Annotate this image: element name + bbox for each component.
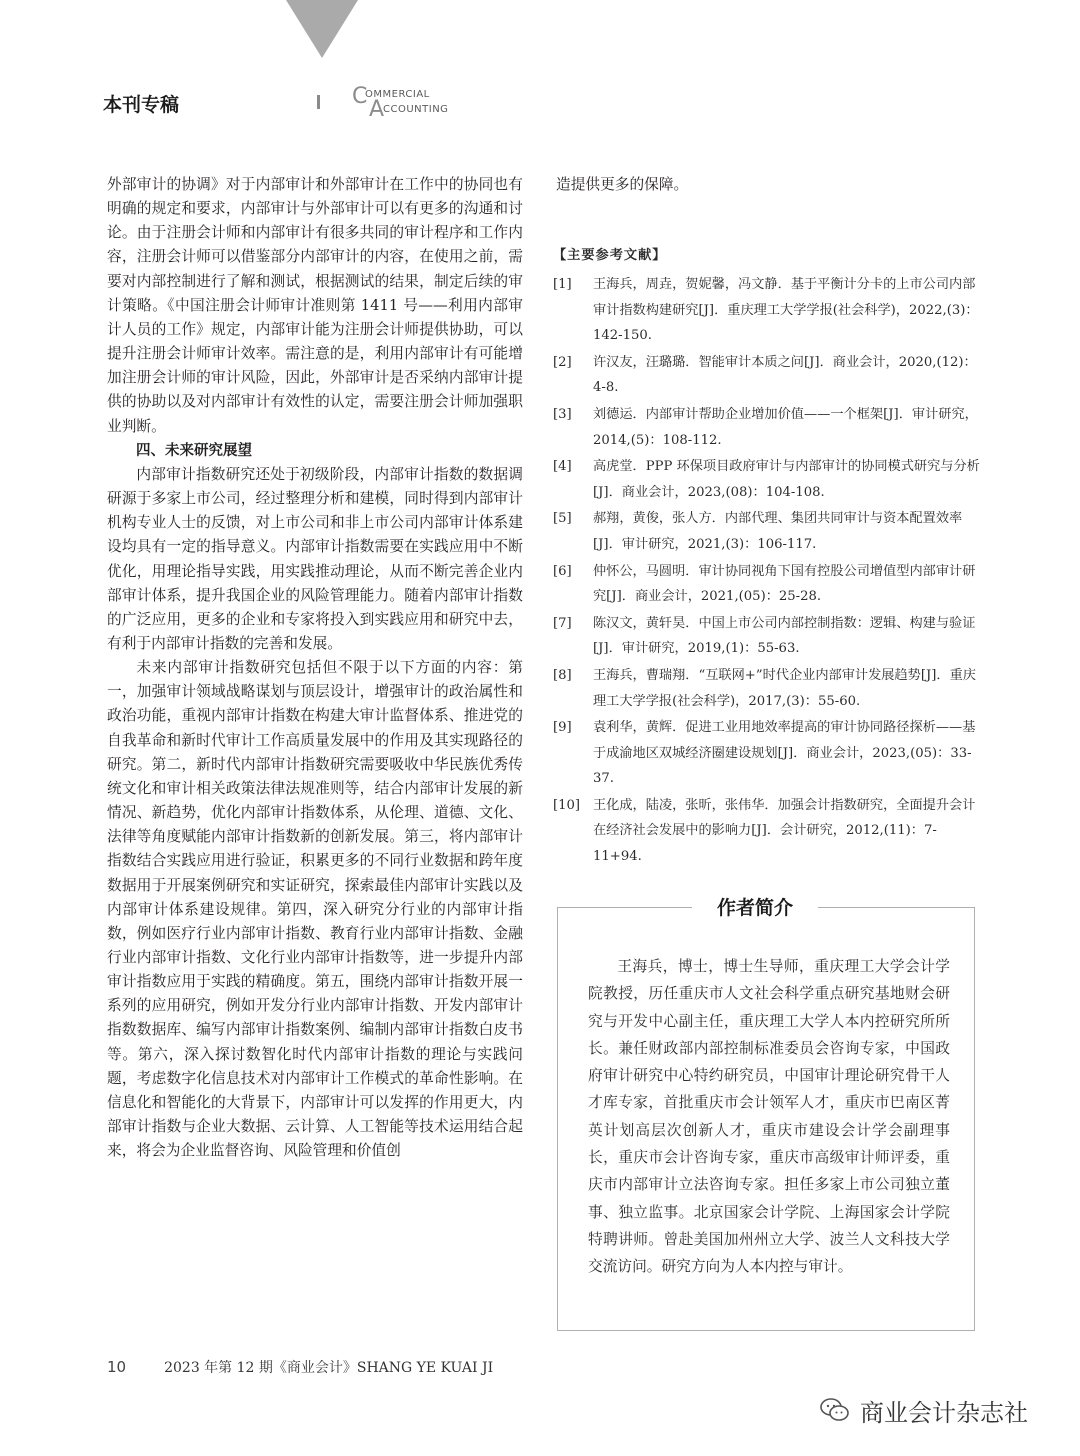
watermark-text: 商业会计杂志社	[860, 1398, 1028, 1427]
reference-item	[553, 559, 981, 610]
reference-item	[553, 611, 981, 662]
reference-text: 仲怀公，马圆明．审计协同视角下国有控股公司增值型内部审计研究[J]．商业会计，2021,(05)：25-28.	[593, 563, 976, 605]
reference-number: [5]	[553, 511, 572, 527]
reference-item	[553, 793, 981, 870]
references-section	[553, 244, 981, 871]
author-bio-title: 作者简介	[716, 897, 793, 919]
reference-text: 王海兵，曹瑞翔．“互联网+”时代企业内部审计发展趋势[J]．重庆理工大学学报(社会科学)，2017,(3)：55-60.	[593, 667, 976, 709]
reference-number: [9]	[553, 720, 572, 736]
paragraph-continuation: 造提供更多的保障。	[556, 176, 689, 193]
reference-text: 王海兵，周垚，贺妮馨，冯文静．基于平衡计分卡的上市公司内部审计指数构建研究[J]．重庆理工大学学报(社会科学)，2022,(3)：142-150.	[593, 277, 979, 344]
logo-initial-a: A	[369, 97, 385, 122]
page-footer	[107, 1357, 493, 1377]
reference-number: [8]	[553, 667, 572, 683]
reference-number: [6]	[553, 563, 572, 579]
reference-number: [3]	[553, 406, 572, 422]
page-number: 10	[107, 1358, 127, 1376]
reference-item	[553, 715, 981, 792]
wechat-watermark	[820, 1390, 1028, 1430]
header-divider	[317, 95, 320, 109]
logo-initial-c: C	[352, 84, 368, 109]
reference-text: 陈汉文，黄轩昊．中国上市公司内部控制指数：逻辑、构建与验证[J]．审计研究，2019,(1)：55-63.	[593, 615, 976, 657]
author-bio-paragraph: 王海兵，博士，博士生导师，重庆理工大学会计学院教授，历任重庆市人文社会科学重点研究基地财会研究与开发中心副主任，重庆理工大学人本内控研究所所长。兼任财政部内部控制标准委员会咨询专家，中国政府审计研究中心特约研究员，中国审计理论研究骨干人才库专家，首批重庆市会计领军人才，重庆市巴南区菁英计划高层次创新人才，重庆市建设会计学会副理事长，重庆市会计咨询专家，重庆市高级审计师评委，重庆市内部审计立法咨询专家。担任多家上市公司独立董事、独立监事。北京国家会计学院、上海国家会计学院特聘讲师。曾赴美国加州州立大学、波兰人文科技大学交流访问。研究方向为人本内控与审计。	[588, 958, 950, 1276]
logo-word-accounting: CCOUNTING	[383, 104, 449, 115]
reference-text: 许汉友，汪璐璐．智能审计本质之问[J]．商业会计，2020,(12)：4-8.	[593, 354, 977, 396]
reference-number: [1]	[553, 277, 572, 292]
paragraph: 未来内部审计指数研究包括但不限于以下方面的内容：第一，加强审计领域战略谋划与顶层设计，增强审计的政治属性和政治功能，重视内部审计指数在构建大审计监督体系、推进党的自我革命和新时代审计工作高质量发展中的作用及其实现路径的研究。第二，新时代内部审计指数研究需要吸收中华民族优秀传统文化和审计相关政策法律法规准则等，结合内部审计发展的新情况、新趋势，优化内部审计指数体系，从伦理、道德、文化、法律等角度赋能内部审计指数新的创新发展。第三，将内部审计指数结合实践应用进行验证，积累更多的不同行业数据和跨年度数据用于开展案例研究和实证研究，探索最佳内部审计实践以及内部审计体系建设规律。第四，深入研究分行业的内部审计指数，例如医疗行业内部审计指数、教育行业内部审计指数、金融行业内部审计指数、文化行业内部审计指数等，进一步提升内部审计指数应用于实践的精确度。第五，围绕内部审计指数开展一系列的应用研究，例如开发分行业内部审计指数、开发内部审计指数数据库、编写内部审计指数案例、编制内部审计指数白皮书等。第六，深入探讨数智化时代内部审计指数的理论与实践问题，考虑数字化信息技术对内部审计工作模式的革命性影响。在信息化和智能化的大背景下，内部审计可以发挥的作用更大，内部审计指数与企业大数据、云计算、人工智能等技术运用结合起来，将会为企业监督咨询、风险管理和价值创	[107, 659, 523, 1160]
reference-text: 王化成，陆凌，张昕，张伟华．加强会计指数研究，全面提升会计在经济社会发展中的影响力[J]．会计研究，2012,(11)：7-11+94.	[593, 797, 976, 865]
reference-item	[553, 663, 981, 714]
reference-item	[553, 506, 981, 557]
section-label: 本刊专稿	[103, 94, 180, 116]
reference-item	[553, 454, 981, 505]
logo-word-commercial: OMMERCIAL	[365, 89, 430, 100]
reference-number: [10]	[553, 797, 581, 813]
reference-item	[553, 350, 981, 401]
references-title: 【主要参考文献】	[553, 248, 667, 263]
reference-number: [2]	[553, 354, 572, 370]
wechat-icon	[820, 1397, 850, 1423]
reference-number: [7]	[553, 615, 572, 631]
header-triangle-decoration	[286, 0, 358, 58]
reference-item	[553, 402, 981, 453]
reference-text: 刘德运．内部审计帮助企业增加价值——一个框架[J]．审计研究，2014,(5)：108-112.	[593, 406, 978, 448]
reference-text: 袁利华，黄辉．促进工业用地效率提高的审计协同路径探析——基于成渝地区双城经济圈建设规划[J]．商业会计，2023,(05)：33-37.	[593, 720, 976, 787]
author-bio-title-panel	[692, 890, 818, 926]
paragraph: 内部审计指数研究还处于初级阶段，内部审计指数的数据调研源于多家上市公司，经过整理分析和建模，同时得到内部审计机构专业人士的反馈，对上市公司和非上市公司内部审计体系建设均具有一定的指导意义。内部审计指数需要在实践应用中不断优化，用理论指导实践，用实践推动理论，从而不断完善企业内部审计体系，提升我国企业的风险管理能力。随着内部审计指数的广泛应用，更多的企业和专家将投入到实践应用和研究中去，有利于内部审计指数的完善和发展。	[107, 465, 523, 652]
section-heading: 四、未来研究展望	[136, 442, 252, 459]
issue-info: 2023 年第 12 期《商业会计》SHANG YE KUAI JI	[164, 1360, 494, 1376]
left-column	[107, 173, 523, 1163]
reference-text: 高虎堂．PPP 环保项目政府审计与内部审计的协同模式研究与分析[J]．商业会计，2023,(08)：104-108.	[593, 459, 980, 500]
paragraph-continued: 外部审计的协调》对于内部审计和外部审计在工作中的协同也有明确的规定和要求，内部审计与外部审计可以有更多的沟通和讨论。由于注册会计师和内部审计有很多共同的审计程序和工作内容，注册会计师可以借鉴部分内部审计的内容，在使用之前，需要对内部控制进行了解和测试，根据测试的结果，制定后续的审计策略。《中国注册会计师审计准则第 1411 号——利用内部审计人员的工作》规定，内部审计能为注册会计师提供协助，可以提升注册会计师审计效率。需注意的是，利用内部审计有可能增加注册会计师的审计风险，因此，外部审计是否采纳内部审计提供的协助以及对内部审计有效性的认定，需要注册会计师加强职业判断。	[107, 176, 523, 435]
reference-number: [4]	[553, 459, 572, 475]
author-bio-text	[588, 953, 950, 1281]
reference-item	[553, 272, 981, 349]
reference-text: 郝翔，黄俊，张人方．内部代理、集团共同审计与资本配置效率[J]．审计研究，2021,(3)：106-117.	[593, 511, 963, 552]
journal-logo	[352, 86, 482, 120]
